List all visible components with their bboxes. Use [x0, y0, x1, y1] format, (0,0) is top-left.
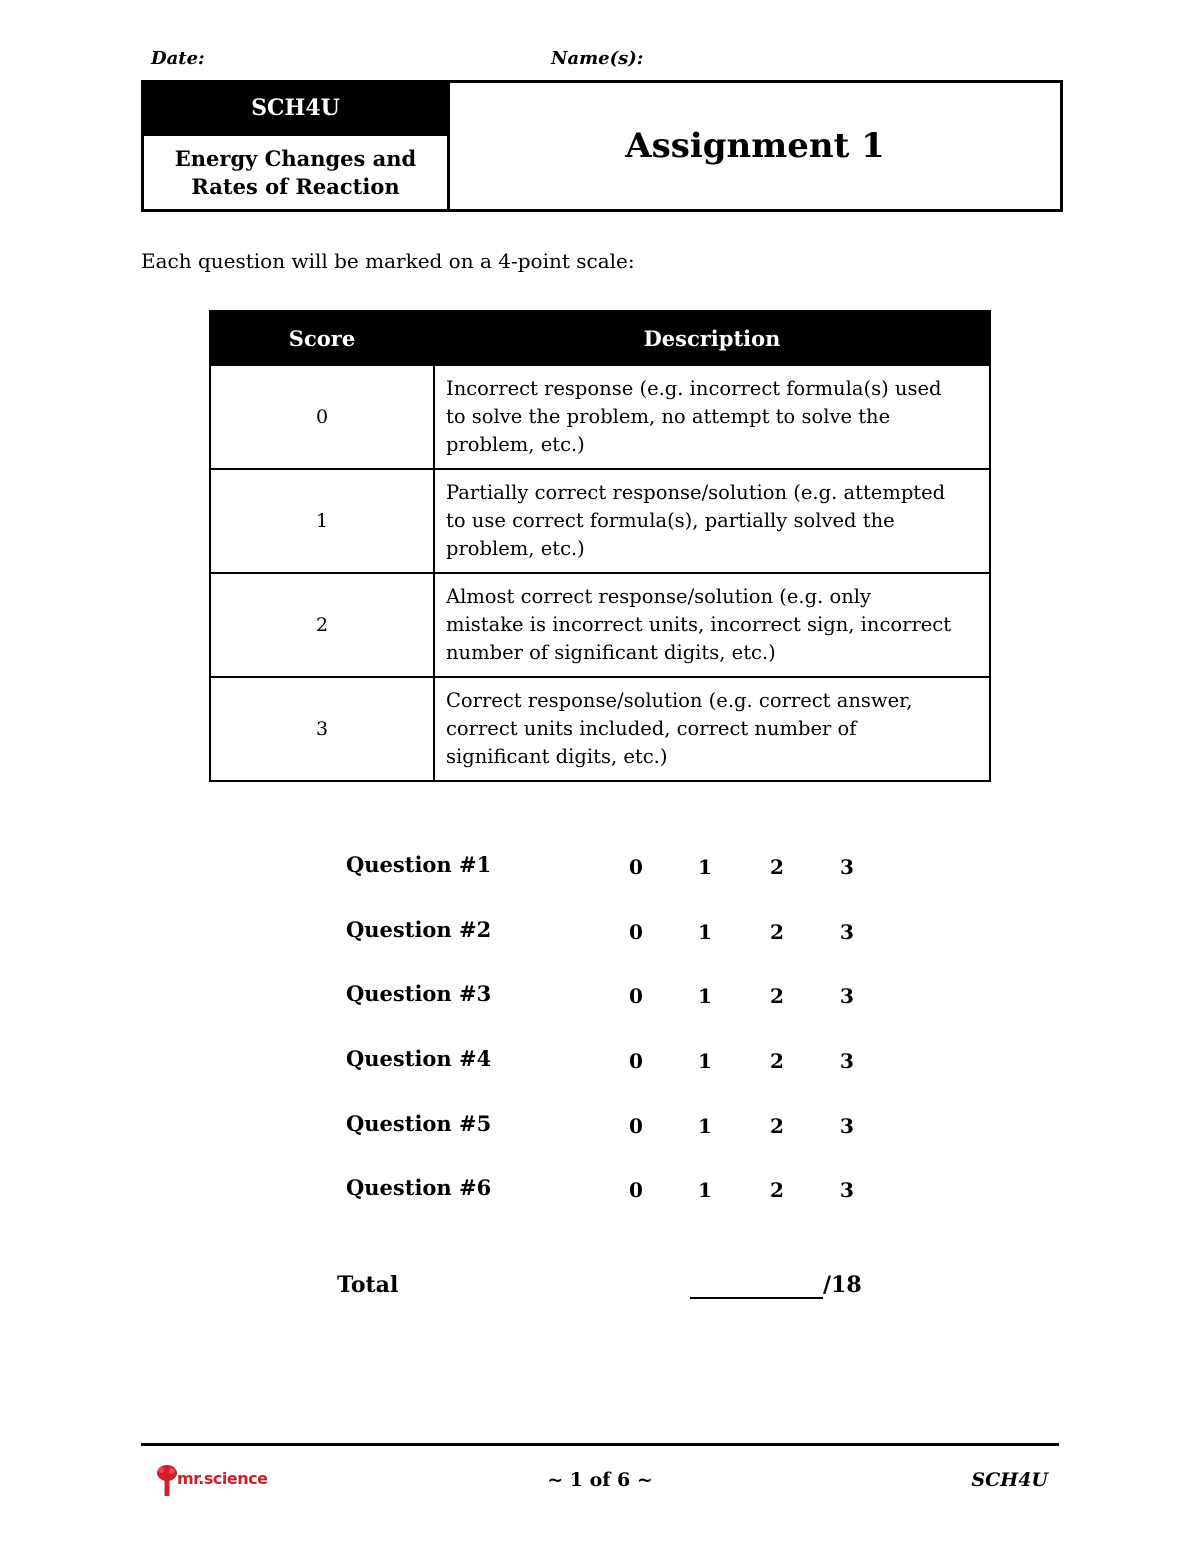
score-option[interactable]: 2 [770, 920, 784, 944]
description-line: problem, etc.) [446, 537, 585, 560]
score-column-header: Score [210, 311, 434, 365]
page-number: ~ 1 of 6 ~ [547, 1469, 653, 1491]
rubric-table [209, 310, 991, 782]
score-option[interactable]: 2 [770, 1114, 784, 1138]
assignment-title: Assignment 1 [625, 126, 885, 166]
description-line: number of significant digits, etc.) [446, 641, 776, 664]
score-option[interactable]: 2 [770, 1049, 784, 1073]
rubric-description [434, 573, 990, 677]
score-option[interactable]: 2 [770, 855, 784, 879]
rubric-row [210, 677, 990, 781]
unit-title-line-1: Energy Changes and [174, 146, 417, 171]
title-box [141, 80, 1063, 212]
score-option[interactable]: 0 [629, 1114, 643, 1138]
score-option[interactable]: 1 [698, 1049, 712, 1073]
footer-course-code: SCH4U [971, 1469, 1048, 1491]
score-option[interactable]: 0 [629, 920, 643, 944]
rubric-description [434, 469, 990, 573]
description-line: correct units included, correct number of [446, 717, 857, 740]
score-option[interactable]: 1 [698, 1178, 712, 1202]
mr-science-logo [155, 1464, 285, 1500]
score-option[interactable]: 3 [840, 1049, 854, 1073]
score-option[interactable]: 2 [770, 984, 784, 1008]
description-line: Incorrect response (e.g. incorrect formula(s) used [446, 377, 942, 400]
rubric-row [210, 469, 990, 573]
rubric-score: 1 [210, 469, 434, 573]
score-option[interactable]: 0 [629, 1178, 643, 1202]
score-option[interactable]: 1 [698, 984, 712, 1008]
score-option[interactable]: 3 [840, 1114, 854, 1138]
question-label: Question #1 [346, 852, 492, 877]
description-column-header: Description [434, 311, 990, 365]
score-option[interactable]: 0 [629, 984, 643, 1008]
score-option[interactable]: 0 [629, 855, 643, 879]
rubric-score: 2 [210, 573, 434, 677]
description-line: mistake is incorrect units, incorrect sign, incorrect [446, 613, 952, 636]
total-score-blank[interactable] [690, 1297, 823, 1299]
description-line: Almost correct response/solution (e.g. only [446, 585, 872, 608]
question-label: Question #2 [346, 917, 492, 942]
question-label: Question #5 [346, 1111, 492, 1136]
rubric-description [434, 365, 990, 469]
question-label: Question #4 [346, 1046, 492, 1071]
logo-text: mr.science [177, 1469, 268, 1488]
total-label: Total [337, 1272, 399, 1298]
rubric-score: 0 [210, 365, 434, 469]
score-option[interactable]: 1 [698, 855, 712, 879]
intro-text: Each question will be marked on a 4-point scale: [141, 249, 635, 273]
score-option[interactable]: 3 [840, 920, 854, 944]
description-line: problem, etc.) [446, 433, 585, 456]
course-panel [144, 83, 447, 209]
rubric-score: 3 [210, 677, 434, 781]
rubric-row [210, 365, 990, 469]
score-option[interactable]: 3 [840, 1178, 854, 1202]
tree-icon [155, 1464, 179, 1498]
description-line: Correct response/solution (e.g. correct answer, [446, 689, 913, 712]
score-option[interactable]: 3 [840, 984, 854, 1008]
date-label: Date: [151, 48, 205, 69]
question-label: Question #3 [346, 981, 492, 1006]
description-line: Partially correct response/solution (e.g. attempted [446, 481, 946, 504]
score-option[interactable]: 1 [698, 920, 712, 944]
question-label: Question #6 [346, 1175, 492, 1200]
description-line: to solve the problem, no attempt to solve the [446, 405, 891, 428]
score-option[interactable]: 0 [629, 1049, 643, 1073]
score-option[interactable]: 3 [840, 855, 854, 879]
total-max: /18 [823, 1272, 862, 1298]
rubric-description [434, 677, 990, 781]
unit-title-line-2: Rates of Reaction [191, 174, 400, 199]
description-line: to use correct formula(s), partially solved the [446, 509, 895, 532]
footer-rule [141, 1443, 1059, 1446]
rubric-header-row [210, 311, 990, 365]
rubric-row [210, 573, 990, 677]
score-option[interactable]: 2 [770, 1178, 784, 1202]
description-line: significant digits, etc.) [446, 745, 668, 768]
course-code: SCH4U [144, 83, 447, 134]
unit-title [144, 134, 447, 209]
names-label: Name(s): [551, 48, 644, 69]
score-option[interactable]: 1 [698, 1114, 712, 1138]
